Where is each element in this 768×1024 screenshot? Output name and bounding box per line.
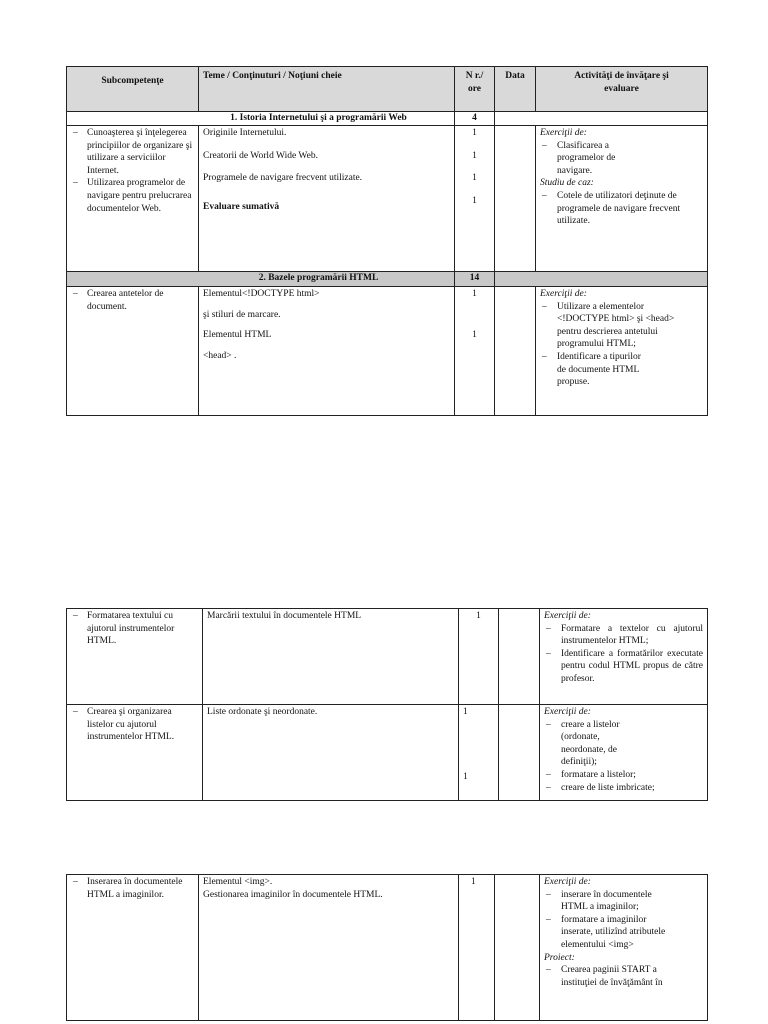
curriculum-table-2 bbox=[66, 608, 708, 801]
date-cell bbox=[495, 875, 540, 1021]
list-item: – creare de liste imbricate; bbox=[544, 782, 703, 795]
topics-cell bbox=[199, 126, 455, 272]
competences-cell bbox=[67, 287, 199, 416]
header-topics: Teme / Conţinuturi / Noţiuni cheie bbox=[199, 67, 455, 112]
topic-item: Liste ordonate şi neordonate. bbox=[207, 707, 318, 717]
list-item: – Inserarea în documentele HTML a imaginilor. bbox=[71, 876, 194, 901]
hour-value: 1 bbox=[472, 329, 477, 340]
competences-cell bbox=[67, 875, 199, 1021]
topic-item: Elementul<!DOCTYPE html> bbox=[203, 289, 320, 299]
list-item: – Crearea paginii START a instituţiei de învăţământ în bbox=[544, 964, 683, 989]
section-hours: 14 bbox=[455, 272, 495, 287]
list-item: – formatare a imaginilor inserate, utilizînd atributele elementului <img> bbox=[544, 914, 673, 952]
topic-item: Originile Internetului. bbox=[203, 128, 287, 138]
section-title: 2. Bazele programării HTML bbox=[67, 272, 455, 287]
hour-value: 1 bbox=[472, 128, 477, 138]
topic-item: Programele de navigare frecvent utilizate. bbox=[203, 173, 363, 184]
activity-label: Exerciţii de: bbox=[544, 707, 591, 717]
topic-item: Elementul <img>. bbox=[203, 877, 273, 887]
list-item: – inserare în documentele HTML a imaginilor; bbox=[544, 889, 673, 914]
section-row-1 bbox=[67, 112, 708, 126]
topics-cell bbox=[199, 875, 459, 1021]
date-cell bbox=[499, 609, 540, 705]
hours-cell bbox=[455, 287, 495, 416]
hours-cell bbox=[459, 609, 499, 705]
hour-value: 1 bbox=[472, 195, 477, 206]
list-item: – Formatarea textului cu ajutorul instrumentelor HTML. bbox=[71, 610, 178, 648]
list-item: – Utilizarea programelor de navigare pentru prelucrarea documentelor Web. bbox=[71, 177, 194, 215]
topics-cell bbox=[199, 287, 455, 416]
header-row bbox=[67, 67, 708, 112]
section-title: 1. Istoria Internetului şi a programării Web bbox=[67, 112, 455, 126]
list-item: – Crearea şi organizarea listelor cu ajutorul instrumentelor HTML. bbox=[71, 706, 198, 744]
header-hours: N r./ ore bbox=[455, 67, 495, 112]
list-item: – Utilizare a elementelor <!DOCTYPE html> şi <head> pentru descrierea antetului programului HTML; bbox=[540, 301, 689, 351]
topic-item: <head> . bbox=[203, 350, 237, 361]
date-cell bbox=[495, 126, 536, 272]
list-item: – Identificare a formatărilor executate pentru codul HTML propus de către profesor. bbox=[544, 648, 703, 686]
activities-cell bbox=[540, 609, 708, 705]
header-subcompetences: Subcompetenţe bbox=[67, 67, 199, 112]
competences-cell bbox=[67, 609, 203, 705]
activities-cell bbox=[536, 287, 708, 416]
list-item: – creare a listelor (ordonate, neordonate, de definiţii); bbox=[544, 719, 703, 769]
topics-cell bbox=[203, 609, 459, 705]
section-hours: 4 bbox=[455, 112, 495, 126]
date-cell bbox=[495, 287, 536, 416]
table-row bbox=[67, 287, 708, 416]
list-item: – Cunoaşterea şi înţelegerea principiilor de organizare şi utilizare a serviciilor Internet. bbox=[71, 127, 194, 177]
table-row bbox=[67, 705, 708, 801]
topic-item: şi stiluri de marcare. bbox=[203, 309, 281, 320]
topics-cell bbox=[203, 705, 459, 801]
topic-item: Evaluare sumativă bbox=[203, 201, 280, 212]
curriculum-table-3 bbox=[66, 874, 708, 1021]
header-activities: Activităţi de învăţare şi evaluare bbox=[536, 67, 708, 112]
hours-cell bbox=[459, 875, 495, 1021]
list-item: – formatare a listelor; bbox=[544, 769, 703, 782]
activity-label: Exerciţii de: bbox=[544, 877, 591, 887]
activity-label: Exerciţii de: bbox=[544, 611, 591, 621]
topic-item: Elementul HTML bbox=[203, 330, 272, 341]
hour-value: 1 bbox=[471, 877, 476, 887]
table-row bbox=[67, 609, 708, 705]
list-item: – Clasificarea a programelor de navigare. bbox=[540, 140, 643, 178]
topic-item: Creatorii de World Wide Web. bbox=[203, 150, 318, 161]
topic-item: Marcării textului în documentele HTML bbox=[207, 611, 362, 621]
activities-cell bbox=[536, 126, 708, 272]
activity-label: Proiect: bbox=[544, 952, 575, 963]
list-item: – Identificare a tipurilor de documente HTML propuse. bbox=[540, 351, 689, 389]
list-item: – Cotele de utilizatori deţinute de programele de navigare frecvent utilizate. bbox=[540, 190, 703, 228]
hour-value: 1 bbox=[472, 150, 477, 161]
list-item: – Formatare a textelor cu ajutorul instrumentelor HTML; bbox=[544, 623, 703, 648]
activity-label: Studiu de caz: bbox=[540, 178, 594, 189]
hour-value: 1 bbox=[463, 707, 468, 717]
topic-item: Gestionarea imaginilor în documentele HTML. bbox=[203, 889, 383, 900]
list-item: – Crearea antetelor de document. bbox=[71, 288, 194, 313]
hours-cell bbox=[459, 705, 499, 801]
curriculum-table-1 bbox=[66, 66, 708, 416]
header-date: Data bbox=[495, 67, 536, 112]
activities-cell bbox=[540, 705, 708, 801]
activity-label: Exerciţii de: bbox=[540, 128, 587, 138]
hour-value: 1 bbox=[476, 611, 481, 621]
hour-value: 1 bbox=[463, 771, 468, 782]
hour-value: 1 bbox=[472, 289, 477, 299]
hour-value: 1 bbox=[472, 173, 477, 184]
section-row-2 bbox=[67, 272, 708, 287]
date-cell bbox=[499, 705, 540, 801]
activities-cell bbox=[540, 875, 708, 1021]
hours-cell bbox=[455, 126, 495, 272]
activity-label: Exerciţii de: bbox=[540, 289, 587, 299]
competences-cell bbox=[67, 705, 203, 801]
table-row bbox=[67, 875, 708, 1021]
competences-cell bbox=[67, 126, 199, 272]
table-row bbox=[67, 126, 708, 272]
